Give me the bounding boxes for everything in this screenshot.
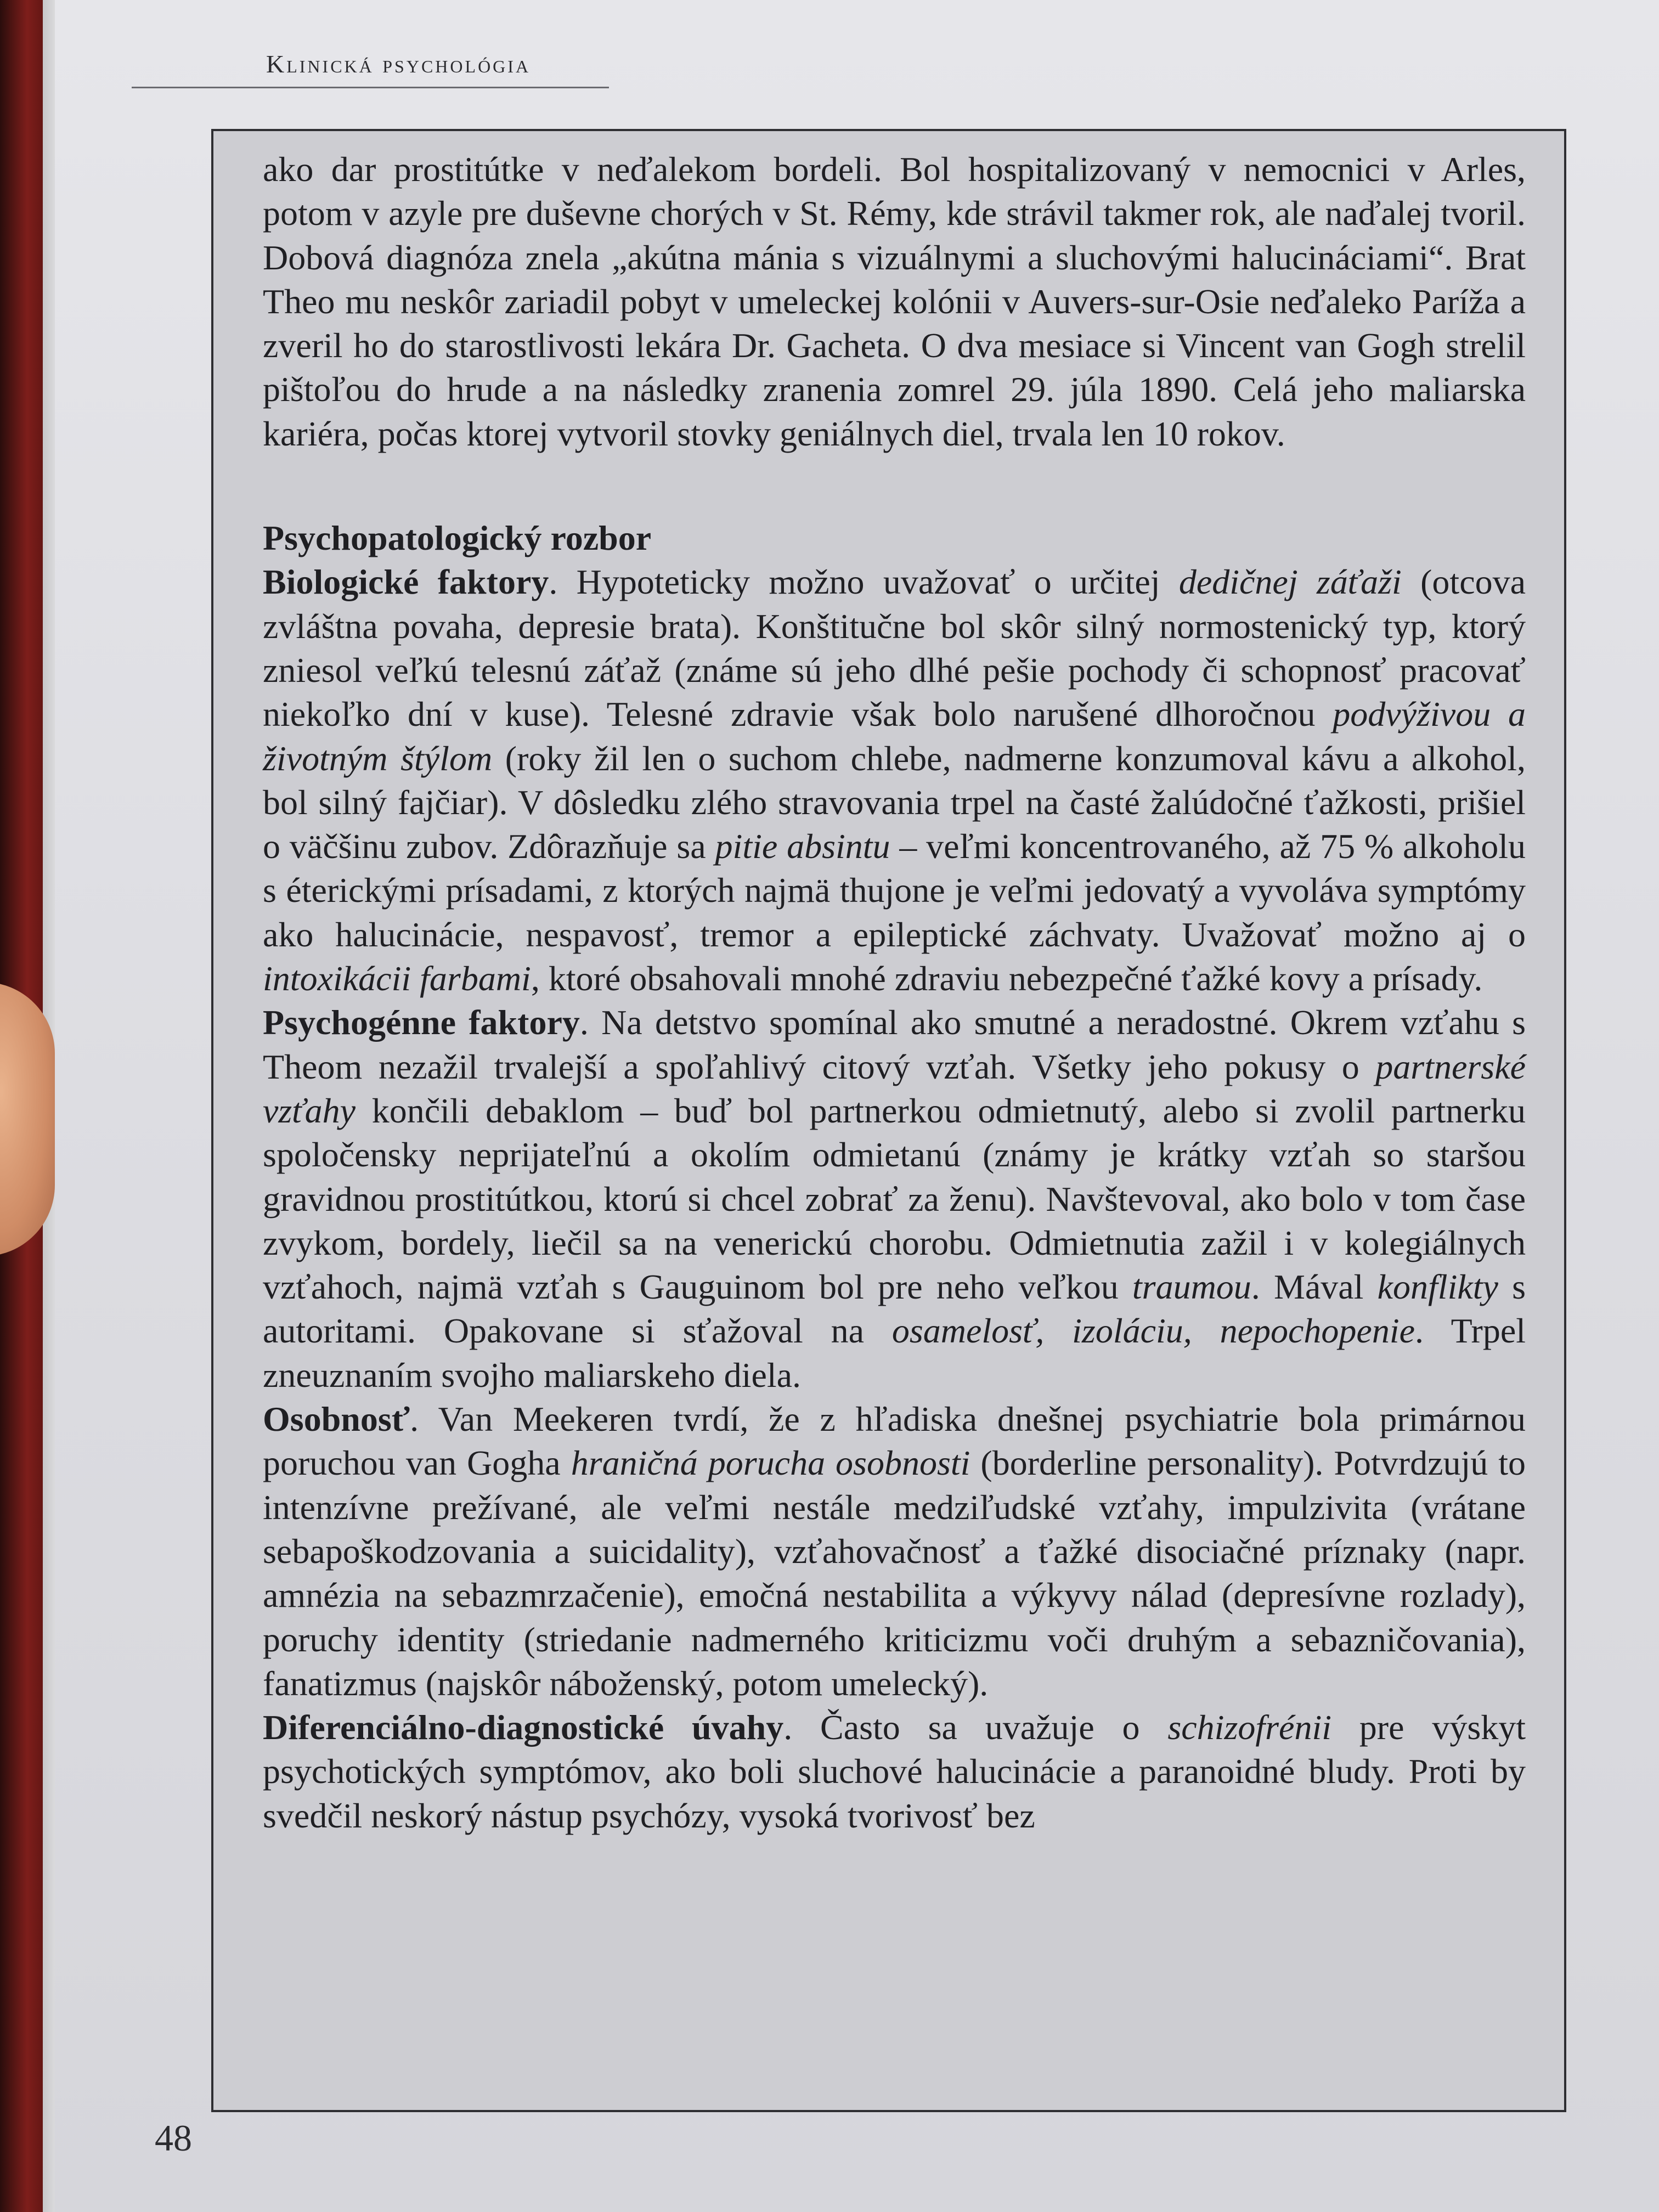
differential-diagnosis-paragraph: [263, 1706, 1526, 1838]
paragraph-text: (otcova zvláštna povaha, depresie brata). Konštitučne bol skôr silný normostenický typ, ktorý zniesol veľkú telesnú záťaž (známe sú jeho dlhé pešie pochody či schopnosť pracovať niekoľko dní v kuse). Telesné zdravie však bolo narušené dlhoročnou: [263, 562, 1526, 734]
running-header: Klinická psychológia: [266, 50, 531, 78]
emphasis: schizofrénii: [1167, 1708, 1331, 1747]
personality-label: Osobnosť: [263, 1400, 410, 1439]
paragraph-text: pre výskyt psychotických symptómov, ako boli sluchové halucinácie a paranoidné bludy. Proti by svedčil neskorý nástup psychózy, vysoká tvorivosť bez: [263, 1708, 1526, 1835]
paragraph-text: s autoritami. Opakovane si sťažoval na: [263, 1267, 1526, 1351]
paragraph-text: (roky žil len o suchom chlebe, nadmerne konzumoval kávu a alkohol, bol silný fajčiar). V dôsledku zlého stravovania trpel na časté žalúdočné ťažkosti, prišiel o väčšinu zubov. Zdôrazňuje sa: [263, 738, 1526, 866]
emphasis: podvýživou a životným štýlom: [263, 695, 1526, 778]
emphasis: partnerské vzťahy: [263, 1047, 1526, 1130]
paragraph-text: . Často sa uvažuje o: [783, 1708, 1168, 1747]
text-box: [211, 129, 1566, 2112]
personality-paragraph: [263, 1397, 1526, 1706]
header-rule: [132, 87, 609, 88]
emphasis: osamelosť, izoláciu, nepochopenie: [891, 1311, 1415, 1351]
emphasis: intoxikácii farbami: [263, 959, 531, 998]
paragraph-text: . Van Meekeren tvrdí, že z hľadiska dnešnej psychiatrie bola primárnou poruchou van Gogha: [263, 1400, 1526, 1483]
differential-diagnosis-label: Diferenciálno-diagnostické úvahy: [263, 1708, 784, 1747]
paragraph-gap: [263, 456, 1526, 516]
paragraph-text: . Hypoteticky možno uvažovať o určitej: [549, 562, 1179, 602]
paragraph-text: končili debaklom – buď bol partnerkou odmietnutý, alebo si zvolil partnerku spoločensky neprijateľnú a okolím odmietanú (známy je krátky vzťah so staršou gravidnou prostitútkou, ktorú si chcel zobrať za ženu). Navštevoval, ako bolo v tom čase zvykom, bordely, liečil sa na venerickú chorobu. Odmietnutia zažil i v kolegiálnych vzťahoch, najmä vzťah s Gauguinom bol pre neho veľkou: [263, 1091, 1526, 1307]
emphasis: dedičnej záťaži: [1178, 562, 1402, 602]
box-content: [263, 148, 1526, 1838]
emphasis: konflikty: [1377, 1267, 1498, 1307]
paragraph-text: . Mával: [1251, 1267, 1378, 1307]
paragraph-text: – veľmi koncentrovaného, až 75 % alkoholu s éterickými prísadami, z ktorých najmä thujone je veľmi jedovatý a vyvoláva symptómy ako halucinácie, nespavosť, tremor a epileptické záchvaty. Uvažovať možno aj o: [263, 827, 1526, 954]
paragraph-text: . Na detstvo spomínal ako smutné a neradostné. Okrem vzťahu s Theom nezažil trvalejší a spoľahlivý citový vzťah. Všetky jeho pokusy o: [263, 1003, 1526, 1086]
book-page: [55, 0, 1659, 2212]
biological-factors-paragraph: [263, 560, 1526, 1001]
biological-factors-label: Biologické faktory: [263, 562, 549, 602]
psychogenic-factors-paragraph: [263, 1001, 1526, 1397]
section-heading: Psychopatologický rozbor: [263, 518, 652, 558]
emphasis: traumou: [1132, 1267, 1251, 1307]
thumb: [0, 982, 55, 1256]
paragraph-text: . Trpel zneuznaním svojho maliarskeho diela.: [263, 1311, 1526, 1395]
paragraph-text: , ktoré obsahovali mnohé zdraviu nebezpečné ťažké kovy a prísady.: [531, 959, 1483, 998]
intro-paragraph: ako dar prostitútke v neďalekom bordeli. Bol hospitalizovaný v nemocnici v Arles, potom v azyle pre duševne chorých v St. Rémy, kde strávil takmer rok, ale naďalej tvoril. Dobová diagnóza znela „akútna mánia s vizuálnymi a sluchovými halucináciami“. Brat Theo mu neskôr zariadil pobyt v umeleckej kolónii v Auvers-sur-Osie neďaleko Paríža a zveril ho do starostlivosti lekára Dr. Gacheta. O dva mesiace si Vincent van Gogh strelil pištoľou do hrude a na následky zranenia zomrel 29. júla 1890. Celá jeho maliarska kariéra, počas ktorej vytvoril stovky geniálnych diel, trvala len 10 rokov.: [263, 150, 1526, 453]
emphasis: hraničná porucha osobnosti: [571, 1443, 970, 1483]
psychogenic-factors-label: Psychogénne faktory: [263, 1003, 580, 1042]
paragraph-text: (borderline personality). Potvrdzujú to intenzívne prežívané, ale veľmi nestále medziľudské vzťahy, impulzivita (vrátane sebapoškodzovania a suicidality), vzťahovačnosť a ťažké disociačné príznaky (napr. amnézia na sebazmrzačenie), emočná nestabilita a výkyvy nálad (depresívne rozlady), poruchy identity (striedanie nadmerného kriticizmu voči druhým a sebazničovania), fanatizmus (najskôr náboženský, potom umelecký).: [263, 1443, 1526, 1703]
emphasis: pitie absintu: [715, 827, 890, 866]
page-number: 48: [155, 2117, 192, 2159]
